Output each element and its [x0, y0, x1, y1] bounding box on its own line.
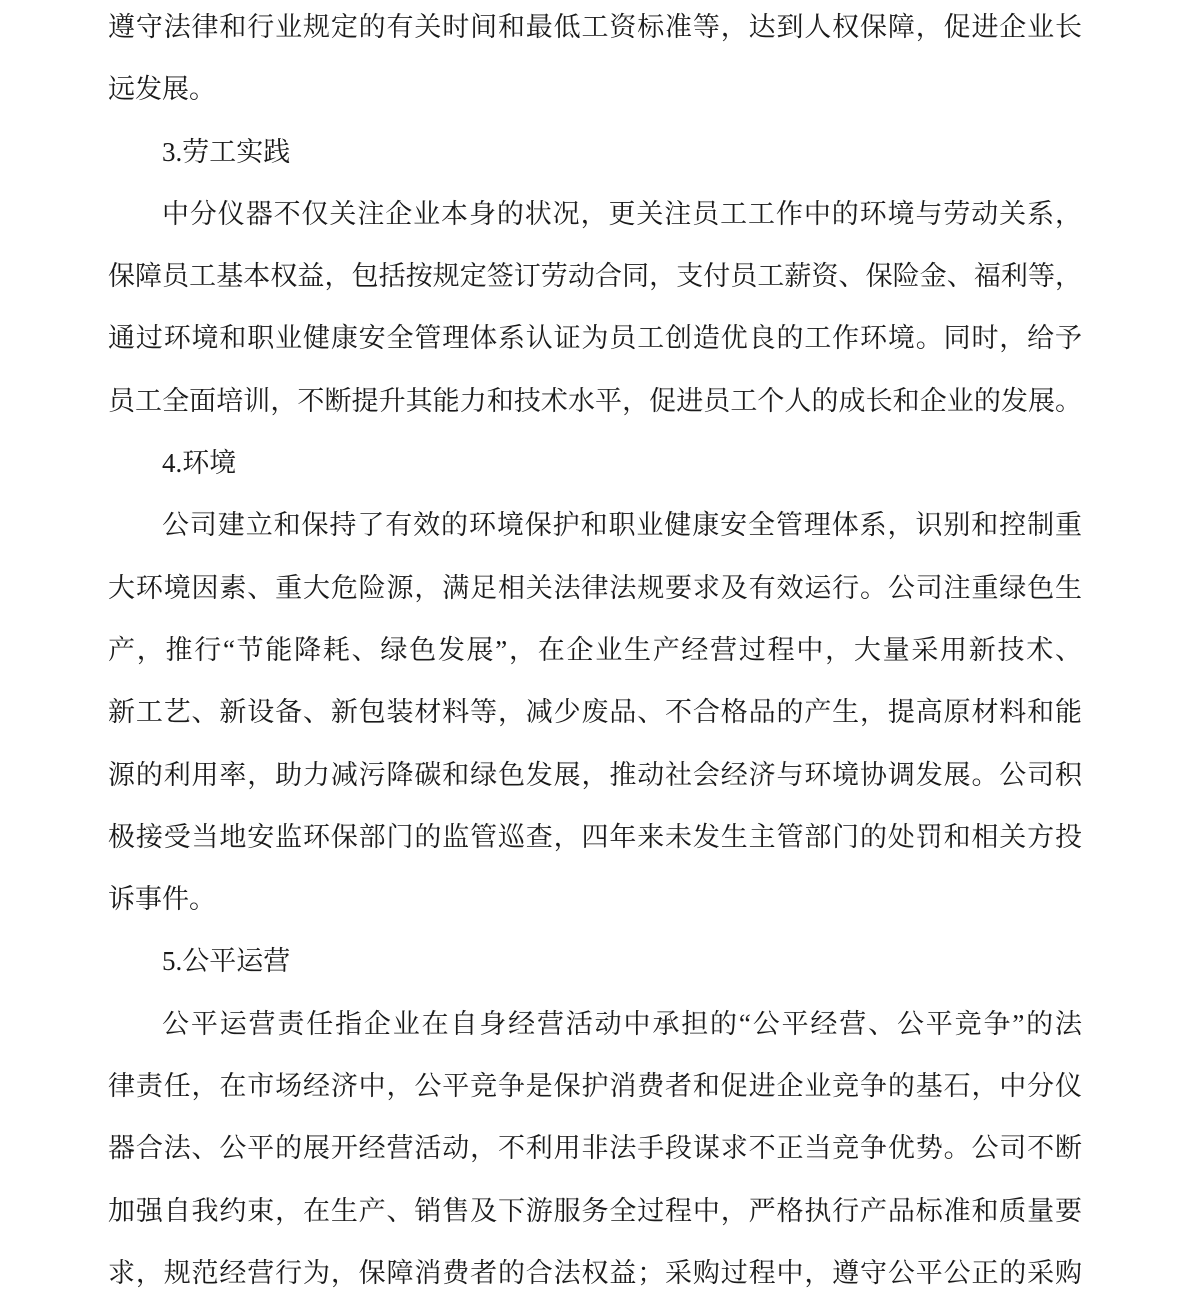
text-line: 极接受当地安监环保部门的监管巡查，四年来未发生主管部门的处罚和相关方投 [108, 821, 1082, 852]
text-line: 求，规范经营行为，保障消费者的合法权益；采购过程中，遵守公平公正的采购 [108, 1257, 1082, 1288]
text-line: 律责任，在市场经济中，公平竞争是保护消费者和促进企业竞争的基石，中分仪 [108, 1071, 1082, 1102]
text-line: 远发展。 [108, 74, 216, 105]
text-line: 公平运营责任指企业在自身经营活动中承担的“公平经营、公平竞争”的法 [162, 1008, 1082, 1039]
text-line: 保障员工基本权益，包括按规定签订劳动合同，支付员工薪资、保险金、福利等， [108, 261, 1082, 292]
text-line: 新工艺、新设备、新包装材料等，减少废品、不合格品的产生，提高原材料和能 [108, 697, 1082, 728]
text-line: 公司建立和保持了有效的环境保护和职业健康安全管理体系，识别和控制重 [162, 510, 1082, 541]
text-line: 中分仪器不仅关注企业本身的状况，更关注员工工作中的环境与劳动关系， [162, 198, 1082, 229]
text-line: 遵守法律和行业规定的有关时间和最低工资标准等，达到人权保障，促进企业长 [108, 12, 1082, 42]
text-line: 器合法、公平的展开经营活动，不利用非法手段谋求不正当竞争优势。公司不断 [108, 1133, 1082, 1164]
text-line: 大环境因素、重大危险源，满足相关法律法规要求及有效运行。公司注重绿色生 [108, 572, 1082, 603]
section-heading-labor-practices: 3.劳工实践 [162, 136, 291, 167]
text-line: 员工全面培训，不断提升其能力和技术水平，促进员工个人的成长和企业的发展。 [108, 385, 1082, 416]
text-line: 诉事件。 [108, 884, 216, 915]
section-heading-fair-operation: 5.公平运营 [162, 946, 291, 977]
text-line: 源的利用率，助力减污降碳和绿色发展，推动社会经济与环境协调发展。公司积 [108, 759, 1082, 790]
text-line: 产，推行“节能降耗、绿色发展”，在企业生产经营过程中，大量采用新技术、 [108, 634, 1082, 665]
document-page [108, 0, 1082, 1304]
section-heading-environment: 4.环境 [162, 448, 237, 479]
text-line: 加强自我约束，在生产、销售及下游服务全过程中，严格执行产品标准和质量要 [108, 1195, 1082, 1226]
text-line: 通过环境和职业健康安全管理体系认证为员工创造优良的工作环境。同时，给予 [108, 323, 1082, 354]
